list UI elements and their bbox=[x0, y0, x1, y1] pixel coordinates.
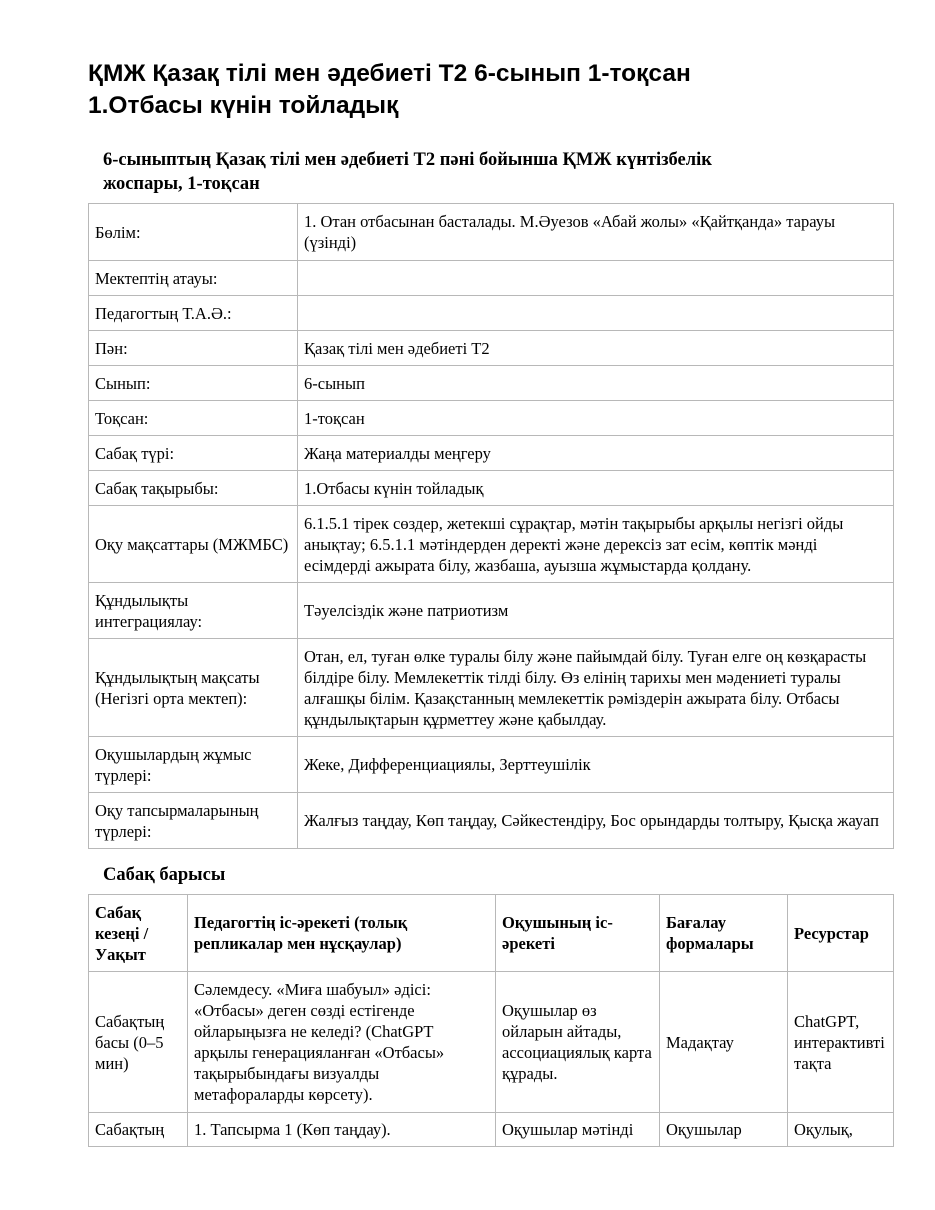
cell-assessment: Мадақтау bbox=[660, 972, 788, 1113]
info-value: 1-тоқсан bbox=[298, 401, 894, 436]
document-title-line-2: 1.Отбасы күнін тойладық bbox=[88, 92, 399, 119]
info-value: 1. Отан отбасынан басталады. М.Әуезов «Абай жолы» «Қайтқанда» тарауы (үзінді) bbox=[298, 204, 894, 261]
cell-resources: ChatGPT, интерактивті тақта bbox=[788, 972, 894, 1113]
table-row bbox=[89, 261, 894, 296]
lesson-progress-table bbox=[88, 894, 894, 1147]
lesson-progress-heading: Сабақ барысы bbox=[103, 865, 226, 885]
table-row bbox=[89, 331, 894, 366]
table-row bbox=[89, 793, 894, 849]
cell-stage: Сабақтың bbox=[89, 1113, 188, 1147]
info-label: Оқу тапсырмаларының түрлері: bbox=[89, 793, 298, 849]
cell-student: Оқушылар мәтінді bbox=[496, 1113, 660, 1147]
info-label: Сабақ тақырыбы: bbox=[89, 471, 298, 506]
column-header-assessment: Бағалау формалары bbox=[660, 895, 788, 972]
cell-student: Оқушылар өз ойларын айтады, ассоциациялық карта құрады. bbox=[496, 972, 660, 1113]
cell-stage: Сабақтың басы (0–5 мин) bbox=[89, 972, 188, 1113]
info-label: Оқу мақсаттары (МЖМБС) bbox=[89, 506, 298, 583]
table-row bbox=[89, 204, 894, 261]
info-value: Жалғыз таңдау, Көп таңдау, Сәйкестендіру, Бос орындарды толтыру, Қысқа жауап bbox=[298, 793, 894, 849]
info-value: Жаңа материалды меңгеру bbox=[298, 436, 894, 471]
info-value: Отан, ел, туған өлке туралы білу және пайымдай білу. Туған елге оң көзқарасты білдіре білу. Мемлекеттік тілді білу. Өз елінің тарихы мен мәдениеті туралы алғашқы білім. Қазақстанның мемлекеттік рәміздерін ажырата білу. Отбасы құндылықтарын құрметтеу және қабылдау. bbox=[298, 639, 894, 737]
table-row bbox=[89, 639, 894, 737]
info-label: Сынып: bbox=[89, 366, 298, 401]
cell-resources: Оқулық, bbox=[788, 1113, 894, 1147]
info-value bbox=[298, 296, 894, 331]
info-label: Мектептің атауы: bbox=[89, 261, 298, 296]
info-label: Оқушылардың жұмыс түрлері: bbox=[89, 737, 298, 793]
info-label: Педагогтың Т.А.Ә.: bbox=[89, 296, 298, 331]
cell-teacher: Сәлемдесу. «Миға шабуыл» әдісі: «Отбасы» деген сөзді естігенде ойларыңызға не келеді? (ChatGPT арқылы генерацияланған «Отбасы» тақырыбындағы визуалды метафораларды көрсету). bbox=[188, 972, 496, 1113]
table-row bbox=[89, 583, 894, 639]
table-row bbox=[89, 737, 894, 793]
table-row bbox=[89, 471, 894, 506]
info-label: Бөлім: bbox=[89, 204, 298, 261]
info-label: Сабақ түрі: bbox=[89, 436, 298, 471]
plan-heading-line-1: 6-сыныптың Қазақ тілі мен әдебиеті Т2 пәні бойынша ҚМЖ күнтізбелік bbox=[103, 150, 712, 170]
table-row bbox=[89, 366, 894, 401]
table-row bbox=[89, 401, 894, 436]
column-header-stage: Сабақ кезеңі / Уақыт bbox=[89, 895, 188, 972]
info-value: Жеке, Дифференциациялы, Зерттеушілік bbox=[298, 737, 894, 793]
info-label: Құндылықты интеграциялау: bbox=[89, 583, 298, 639]
table-row bbox=[89, 296, 894, 331]
table-header-row bbox=[89, 895, 894, 972]
table-row bbox=[89, 1113, 894, 1147]
info-value: Қазақ тілі мен әдебиеті Т2 bbox=[298, 331, 894, 366]
column-header-teacher: Педагогтің іс-әрекеті (толық репликалар мен нұсқаулар) bbox=[188, 895, 496, 972]
document-title bbox=[88, 58, 888, 122]
column-header-student: Оқушының іс-әрекеті bbox=[496, 895, 660, 972]
info-value: 1.Отбасы күнін тойладық bbox=[298, 471, 894, 506]
info-value bbox=[298, 261, 894, 296]
table-row bbox=[89, 436, 894, 471]
info-label: Пән: bbox=[89, 331, 298, 366]
lesson-info-table bbox=[88, 203, 894, 849]
table-row bbox=[89, 972, 894, 1113]
column-header-resources: Ресурстар bbox=[788, 895, 894, 972]
table-row bbox=[89, 506, 894, 583]
cell-assessment: Оқушылар bbox=[660, 1113, 788, 1147]
info-value: Тәуелсіздік және патриотизм bbox=[298, 583, 894, 639]
info-value: 6-сынып bbox=[298, 366, 894, 401]
info-label: Құндылықтың мақсаты (Негізгі орта мектеп): bbox=[89, 639, 298, 737]
plan-heading-line-2: жоспары, 1-тоқсан bbox=[103, 174, 260, 194]
document-title-line-1: ҚМЖ Қазақ тілі мен әдебиеті Т2 6-сынып 1-тоқсан bbox=[88, 60, 691, 87]
cell-teacher: 1. Тапсырма 1 (Көп таңдау). bbox=[188, 1113, 496, 1147]
plan-heading bbox=[103, 148, 863, 196]
info-value: 6.1.5.1 тірек сөздер, жетекші сұрақтар, мәтін тақырыбы арқылы негізгі ойды анықтау; 6.5.1.1 мәтіндерден деректі және дерексіз зат есім, көптік мәнді есімдерді ажырата білу, жазбаша, ауызша жұмыстарда қолдану. bbox=[298, 506, 894, 583]
info-label: Тоқсан: bbox=[89, 401, 298, 436]
